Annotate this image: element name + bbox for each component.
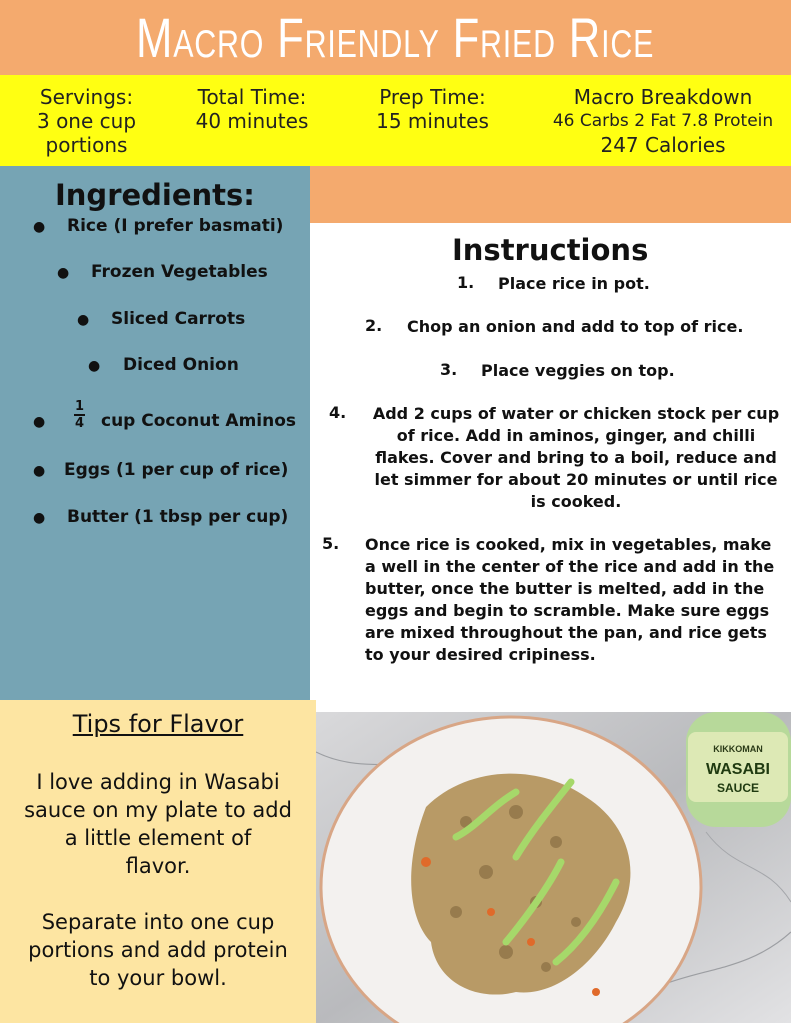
- servings-label: Servings:: [39, 85, 134, 109]
- step-number: 1.: [457, 273, 475, 292]
- tip-line: sauce on my plate to add: [24, 798, 292, 822]
- bottle-brand: KIKKOMAN: [713, 744, 763, 754]
- fraction-numerator: 1: [74, 399, 85, 414]
- bullet-icon: ●: [33, 463, 46, 479]
- step-line: Place veggies on top.: [481, 361, 675, 380]
- servings-info: [14, 85, 159, 157]
- tip-paragraph: [12, 768, 304, 880]
- step-line: of rice. Add in aminos, ginger, and chilli: [396, 426, 756, 445]
- step-number: 4.: [329, 403, 347, 422]
- bottle-label: WASABI: [706, 761, 770, 778]
- tip-line: I love adding in Wasabi: [36, 770, 280, 794]
- step-line: to your desired cripiness.: [365, 645, 596, 664]
- ingredient-item: cup Coconut Aminos: [101, 411, 297, 431]
- ingredient-item: Diced Onion: [123, 355, 239, 375]
- tip-paragraph: [12, 908, 304, 992]
- fraction-one-quarter: [74, 400, 85, 430]
- bullet-icon: ●: [57, 265, 70, 281]
- instruction-step: [498, 273, 650, 295]
- ingredient-item: Rice (I prefer basmati): [67, 216, 284, 236]
- title-banner: [0, 0, 791, 75]
- prep-time-info: [355, 85, 510, 133]
- ingredient-item: Eggs (1 per cup of rice): [64, 460, 289, 480]
- step-line: a well in the center of the rice and add in the: [365, 557, 775, 576]
- ingredient-item: Sliced Carrots: [111, 309, 246, 329]
- instruction-step: [365, 534, 774, 666]
- instruction-step: [366, 403, 786, 513]
- bullet-icon: ●: [88, 358, 101, 374]
- ingredient-item: Butter (1 tbsp per cup): [67, 507, 289, 527]
- total-time-label: Total Time:: [197, 85, 307, 109]
- fried-rice-photo: [316, 712, 791, 1023]
- tip-line: to your bowl.: [89, 966, 227, 990]
- photo-illustration: [316, 712, 791, 1023]
- step-number: 2.: [365, 316, 383, 335]
- bullet-icon: ●: [77, 312, 90, 328]
- prep-time-value: 15 minutes: [376, 109, 489, 133]
- macro-values: 46 Carbs 2 Fat 7.8 Protein: [552, 111, 774, 131]
- step-line: are mixed throughout the pan, and rice gets: [365, 623, 767, 642]
- tip-line: portions and add protein: [28, 938, 288, 962]
- total-time-info: [172, 85, 332, 133]
- bullet-icon: ●: [33, 219, 46, 235]
- step-line: is cooked.: [530, 492, 622, 511]
- step-number: 3.: [440, 360, 458, 379]
- ingredient-item: Frozen Vegetables: [91, 262, 268, 282]
- tip-line: a little element of: [64, 826, 252, 850]
- orange-accent-block: [310, 166, 791, 223]
- calories: 247 Calories: [600, 133, 726, 157]
- tips-panel: [0, 700, 316, 1023]
- step-line: Once rice is cooked, mix in vegetables, make: [365, 535, 772, 554]
- fraction-denominator: 4: [74, 416, 85, 431]
- bottle-sub: SAUCE: [716, 781, 760, 795]
- bullet-icon: ●: [33, 510, 46, 526]
- step-line: let simmer for about 20 minutes or until rice: [374, 470, 778, 489]
- ingredients-panel: [0, 166, 310, 700]
- macro-label: Macro Breakdown: [573, 85, 753, 109]
- total-time-value: 40 minutes: [195, 109, 309, 133]
- instruction-step: [481, 360, 675, 382]
- instructions-title: Instructions: [452, 233, 649, 267]
- prep-time-label: Prep Time:: [379, 85, 486, 109]
- ingredients-title: Ingredients:: [55, 178, 255, 212]
- tip-line: flavor.: [125, 854, 191, 878]
- bullet-icon: ●: [33, 414, 46, 430]
- step-number: 5.: [322, 534, 340, 553]
- step-line: eggs and begin to scramble. Make sure eggs: [365, 601, 770, 620]
- tip-line: Separate into one cup: [41, 910, 275, 934]
- step-line: butter, once the butter is melted, add in the: [365, 579, 765, 598]
- instruction-step: [407, 316, 743, 338]
- servings-value-line-1: 3 one cup: [36, 109, 137, 133]
- recipe-info-bar: [0, 75, 791, 166]
- step-line: flakes. Cover and bring to a boil, reduce and: [375, 448, 777, 467]
- servings-value-line-2: portions: [45, 133, 128, 157]
- page-title: Macro Friendly Fried Rice: [136, 6, 655, 69]
- step-line: Place rice in pot.: [498, 274, 650, 293]
- step-line: Add 2 cups of water or chicken stock per cup: [372, 404, 780, 423]
- instructions-panel: [310, 223, 791, 700]
- step-line: Chop an onion and add to top of rice.: [407, 317, 744, 336]
- wasabi-bottle: [686, 712, 791, 827]
- tips-title: Tips for Flavor: [72, 710, 244, 738]
- macro-breakdown: [535, 85, 791, 157]
